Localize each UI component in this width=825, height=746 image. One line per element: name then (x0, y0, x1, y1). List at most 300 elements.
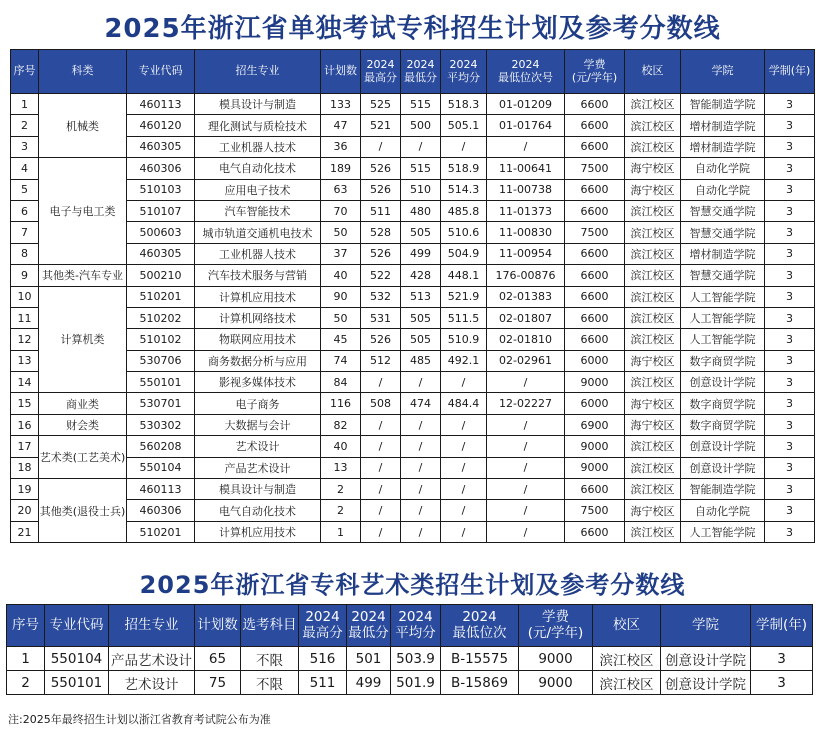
table-row (7, 647, 813, 671)
cell-code: 460120 (127, 115, 195, 136)
cell-plan: 50 (321, 307, 361, 328)
cell-plan: 84 (321, 372, 361, 393)
cell-code: 550104 (127, 457, 195, 478)
cell-seq: 18 (11, 457, 39, 478)
cell-min: 500 (401, 115, 441, 136)
cell-rank: 02-02961 (487, 350, 565, 371)
cell-college: 智能制造学院 (681, 479, 765, 500)
cell-max: 516 (299, 647, 347, 671)
cell-rank: B-15869 (441, 671, 519, 695)
cell-years: 3 (765, 436, 815, 457)
cell-college: 智能制造学院 (681, 94, 765, 115)
cell-min: 501 (347, 647, 391, 671)
column-header: 序号 (7, 605, 45, 647)
column-header: 招生专业 (109, 605, 195, 647)
cell-major: 计算机网络技术 (195, 307, 321, 328)
cell-seq: 17 (11, 436, 39, 457)
cell-rank: / (487, 136, 565, 157)
cell-seq: 13 (11, 350, 39, 371)
cell-min: 505 (401, 222, 441, 243)
cell-fee: 6600 (565, 329, 625, 350)
cell-rank: / (487, 521, 565, 542)
column-header: 学制(年) (765, 50, 815, 94)
cell-code: 510201 (127, 286, 195, 307)
table-row (11, 115, 815, 136)
cell-major: 艺术设计 (109, 671, 195, 695)
cell-years: 3 (751, 647, 813, 671)
cell-major: 电气自动化技术 (195, 500, 321, 521)
cell-fee: 6000 (565, 350, 625, 371)
cell-rank: 11-01373 (487, 200, 565, 221)
table-row (11, 158, 815, 179)
page-title-single-exam: 2025年浙江省单独考试专科招生计划及参考分数线 (104, 14, 721, 44)
cell-fee: 6600 (565, 200, 625, 221)
table-row (11, 393, 815, 414)
cell-category: 计算机类 (39, 286, 127, 393)
column-header: 2024 最低位次号 (487, 50, 565, 94)
cell-subject: 不限 (241, 671, 299, 695)
cell-code: 460305 (127, 136, 195, 157)
cell-major: 工业机器人技术 (195, 136, 321, 157)
cell-major: 大数据与会计 (195, 414, 321, 435)
table-row (11, 286, 815, 307)
cell-rank: / (487, 479, 565, 500)
cell-campus: 滨江校区 (625, 265, 681, 286)
cell-min: 513 (401, 286, 441, 307)
cell-seq: 1 (7, 647, 45, 671)
cell-years: 3 (765, 179, 815, 200)
column-header: 2024 最高分 (361, 50, 401, 94)
table-row (11, 329, 815, 350)
cell-avg: 501.9 (391, 671, 441, 695)
column-header: 2024 平均分 (391, 605, 441, 647)
cell-min: 428 (401, 265, 441, 286)
cell-seq: 10 (11, 286, 39, 307)
table-row (11, 457, 815, 478)
single-exam-plan-table (10, 49, 815, 543)
cell-min: / (401, 136, 441, 157)
cell-major: 电气自动化技术 (195, 158, 321, 179)
table-row (11, 414, 815, 435)
cell-avg: / (441, 521, 487, 542)
cell-avg: / (441, 372, 487, 393)
art-plan-table (6, 604, 813, 695)
cell-college: 自动化学院 (681, 158, 765, 179)
column-header: 2024 最低位次 (441, 605, 519, 647)
cell-fee: 6600 (565, 265, 625, 286)
column-header: 招生专业 (195, 50, 321, 94)
cell-avg: 485.8 (441, 200, 487, 221)
cell-campus: 滨江校区 (625, 200, 681, 221)
table-row (11, 521, 815, 542)
cell-major: 商务数据分析与应用 (195, 350, 321, 371)
table-row (11, 307, 815, 328)
cell-rank: 11-00641 (487, 158, 565, 179)
cell-avg: 518.3 (441, 94, 487, 115)
cell-college: 数字商贸学院 (681, 350, 765, 371)
cell-years: 3 (765, 350, 815, 371)
cell-avg: / (441, 436, 487, 457)
cell-min: 505 (401, 329, 441, 350)
cell-fee: 9000 (519, 671, 593, 695)
cell-years: 3 (765, 372, 815, 393)
column-header: 2024 最低分 (347, 605, 391, 647)
cell-avg: / (441, 457, 487, 478)
cell-min: / (401, 372, 441, 393)
cell-years: 3 (765, 243, 815, 264)
cell-max: 526 (361, 243, 401, 264)
cell-campus: 滨江校区 (625, 479, 681, 500)
cell-major: 计算机应用技术 (195, 521, 321, 542)
cell-min: / (401, 414, 441, 435)
cell-rank: / (487, 500, 565, 521)
cell-avg: 521.9 (441, 286, 487, 307)
table-row (11, 436, 815, 457)
cell-major: 电子商务 (195, 393, 321, 414)
column-header: 选考科目 (241, 605, 299, 647)
cell-seq: 19 (11, 479, 39, 500)
cell-plan: 1 (321, 521, 361, 542)
cell-campus: 海宁校区 (625, 350, 681, 371)
cell-college: 数字商贸学院 (681, 393, 765, 414)
column-header: 专业代码 (127, 50, 195, 94)
cell-code: 510103 (127, 179, 195, 200)
cell-years: 3 (751, 671, 813, 695)
cell-plan: 40 (321, 265, 361, 286)
cell-campus: 海宁校区 (625, 393, 681, 414)
cell-rank: 12-02227 (487, 393, 565, 414)
column-header: 学院 (681, 50, 765, 94)
cell-max: / (361, 372, 401, 393)
cell-plan: 40 (321, 436, 361, 457)
cell-seq: 8 (11, 243, 39, 264)
cell-avg: 505.1 (441, 115, 487, 136)
cell-min: 510 (401, 179, 441, 200)
table-row (11, 94, 815, 115)
cell-campus: 海宁校区 (625, 414, 681, 435)
cell-major: 模具设计与制造 (195, 94, 321, 115)
column-header: 2024 平均分 (441, 50, 487, 94)
column-header: 科类 (39, 50, 127, 94)
cell-max: 526 (361, 329, 401, 350)
cell-rank: 11-00738 (487, 179, 565, 200)
table-header-row (7, 605, 813, 647)
cell-min: 474 (401, 393, 441, 414)
cell-rank: / (487, 436, 565, 457)
cell-major: 城市轨道交通机电技术 (195, 222, 321, 243)
cell-code: 500210 (127, 265, 195, 286)
cell-fee: 9000 (565, 436, 625, 457)
cell-min: 499 (347, 671, 391, 695)
cell-plan: 2 (321, 479, 361, 500)
cell-max: 512 (361, 350, 401, 371)
cell-max: / (361, 457, 401, 478)
cell-plan: 13 (321, 457, 361, 478)
cell-seq: 1 (11, 94, 39, 115)
cell-plan: 36 (321, 136, 361, 157)
cell-avg: 492.1 (441, 350, 487, 371)
cell-avg: / (441, 479, 487, 500)
cell-fee: 6600 (565, 94, 625, 115)
cell-fee: 6900 (565, 414, 625, 435)
cell-years: 3 (765, 414, 815, 435)
cell-rank: 02-01383 (487, 286, 565, 307)
table-row (11, 179, 815, 200)
cell-major: 应用电子技术 (195, 179, 321, 200)
cell-college: 创意设计学院 (661, 647, 751, 671)
cell-campus: 滨江校区 (593, 671, 661, 695)
cell-seq: 6 (11, 200, 39, 221)
cell-code: 510201 (127, 521, 195, 542)
footnote: 注:2025年最终招生计划以浙江省教育考试院公布为准 (8, 713, 271, 726)
column-header: 2024 最高分 (299, 605, 347, 647)
table-row (11, 136, 815, 157)
column-header: 专业代码 (45, 605, 109, 647)
cell-rank: 01-01764 (487, 115, 565, 136)
cell-max: 532 (361, 286, 401, 307)
column-header: 校区 (593, 605, 661, 647)
cell-category: 其他类-汽车专业 (39, 265, 127, 286)
cell-rank: 01-01209 (487, 94, 565, 115)
cell-seq: 4 (11, 158, 39, 179)
cell-plan: 47 (321, 115, 361, 136)
cell-major: 理化测试与质检技术 (195, 115, 321, 136)
cell-seq: 2 (7, 671, 45, 695)
cell-campus: 滨江校区 (625, 115, 681, 136)
cell-campus: 滨江校区 (625, 372, 681, 393)
cell-code: 550101 (127, 372, 195, 393)
cell-college: 人工智能学院 (681, 521, 765, 542)
cell-code: 500603 (127, 222, 195, 243)
cell-years: 3 (765, 265, 815, 286)
cell-fee: 6600 (565, 307, 625, 328)
cell-rank: B-15575 (441, 647, 519, 671)
cell-plan: 37 (321, 243, 361, 264)
cell-major: 工业机器人技术 (195, 243, 321, 264)
cell-min: 485 (401, 350, 441, 371)
cell-fee: 6000 (565, 393, 625, 414)
cell-campus: 海宁校区 (625, 158, 681, 179)
cell-seq: 15 (11, 393, 39, 414)
cell-plan: 133 (321, 94, 361, 115)
cell-max: / (361, 500, 401, 521)
cell-plan: 75 (195, 671, 241, 695)
cell-years: 3 (765, 479, 815, 500)
cell-major: 计算机应用技术 (195, 286, 321, 307)
cell-years: 3 (765, 158, 815, 179)
cell-seq: 9 (11, 265, 39, 286)
table-row (11, 243, 815, 264)
cell-code: 530701 (127, 393, 195, 414)
cell-years: 3 (765, 286, 815, 307)
cell-avg: 503.9 (391, 647, 441, 671)
cell-seq: 14 (11, 372, 39, 393)
cell-code: 510102 (127, 329, 195, 350)
cell-code: 460113 (127, 479, 195, 500)
cell-campus: 滨江校区 (625, 136, 681, 157)
cell-avg: / (441, 500, 487, 521)
cell-category: 艺术类(工艺美术) (39, 436, 127, 479)
table-row (11, 372, 815, 393)
cell-fee: 7500 (565, 500, 625, 521)
cell-seq: 7 (11, 222, 39, 243)
cell-college: 增材制造学院 (681, 243, 765, 264)
cell-fee: 9000 (519, 647, 593, 671)
cell-category: 机械类 (39, 94, 127, 158)
cell-rank: 02-01810 (487, 329, 565, 350)
cell-fee: 6600 (565, 479, 625, 500)
cell-seq: 5 (11, 179, 39, 200)
column-header: 学院 (661, 605, 751, 647)
cell-college: 增材制造学院 (681, 115, 765, 136)
cell-code: 530706 (127, 350, 195, 371)
cell-max: 522 (361, 265, 401, 286)
cell-college: 智慧交通学院 (681, 265, 765, 286)
cell-plan: 90 (321, 286, 361, 307)
cell-fee: 7500 (565, 222, 625, 243)
cell-avg: 504.9 (441, 243, 487, 264)
cell-campus: 滨江校区 (625, 521, 681, 542)
cell-years: 3 (765, 136, 815, 157)
cell-rank: 11-00954 (487, 243, 565, 264)
cell-fee: 6600 (565, 136, 625, 157)
cell-code: 560208 (127, 436, 195, 457)
cell-code: 460305 (127, 243, 195, 264)
cell-plan: 50 (321, 222, 361, 243)
cell-max: / (361, 479, 401, 500)
cell-plan: 189 (321, 158, 361, 179)
cell-college: 智慧交通学院 (681, 222, 765, 243)
column-header: 计划数 (321, 50, 361, 94)
cell-plan: 2 (321, 500, 361, 521)
cell-rank: 11-00830 (487, 222, 565, 243)
cell-category: 商业类 (39, 393, 127, 414)
cell-min: / (401, 457, 441, 478)
cell-major: 物联网应用技术 (195, 329, 321, 350)
cell-max: 525 (361, 94, 401, 115)
cell-code: 460306 (127, 158, 195, 179)
cell-years: 3 (765, 222, 815, 243)
cell-max: 511 (299, 671, 347, 695)
cell-max: / (361, 136, 401, 157)
cell-years: 3 (765, 457, 815, 478)
cell-min: 515 (401, 158, 441, 179)
cell-college: 智慧交通学院 (681, 200, 765, 221)
cell-avg: 484.4 (441, 393, 487, 414)
cell-seq: 2 (11, 115, 39, 136)
cell-college: 自动化学院 (681, 179, 765, 200)
cell-avg: 514.3 (441, 179, 487, 200)
cell-college: 创意设计学院 (681, 457, 765, 478)
cell-plan: 70 (321, 200, 361, 221)
cell-seq: 11 (11, 307, 39, 328)
cell-years: 3 (765, 329, 815, 350)
cell-plan: 63 (321, 179, 361, 200)
cell-college: 人工智能学院 (681, 286, 765, 307)
column-header: 计划数 (195, 605, 241, 647)
cell-max: 526 (361, 179, 401, 200)
cell-college: 创意设计学院 (661, 671, 751, 695)
cell-seq: 12 (11, 329, 39, 350)
cell-campus: 滨江校区 (625, 286, 681, 307)
page-title-art: 2025年浙江省专科艺术类招生计划及参考分数线 (139, 571, 686, 599)
cell-min: / (401, 436, 441, 457)
cell-seq: 20 (11, 500, 39, 521)
cell-years: 3 (765, 94, 815, 115)
cell-min: / (401, 500, 441, 521)
cell-years: 3 (765, 307, 815, 328)
table-row (11, 500, 815, 521)
cell-category: 电子与电工类 (39, 158, 127, 265)
cell-rank: / (487, 372, 565, 393)
cell-college: 自动化学院 (681, 500, 765, 521)
cell-major: 影视多媒体技术 (195, 372, 321, 393)
cell-code: 550101 (45, 671, 109, 695)
cell-plan: 65 (195, 647, 241, 671)
cell-max: 521 (361, 115, 401, 136)
cell-rank: 02-01807 (487, 307, 565, 328)
cell-fee: 9000 (565, 457, 625, 478)
cell-years: 3 (765, 200, 815, 221)
cell-campus: 滨江校区 (625, 94, 681, 115)
cell-plan: 74 (321, 350, 361, 371)
cell-category: 财会类 (39, 414, 127, 435)
cell-plan: 45 (321, 329, 361, 350)
cell-avg: 448.1 (441, 265, 487, 286)
cell-avg: 518.9 (441, 158, 487, 179)
cell-years: 3 (765, 115, 815, 136)
column-header: 序号 (11, 50, 39, 94)
cell-code: 510107 (127, 200, 195, 221)
cell-avg: 511.5 (441, 307, 487, 328)
cell-code: 550104 (45, 647, 109, 671)
cell-fee: 9000 (565, 372, 625, 393)
column-header: 学费 (元/学年) (519, 605, 593, 647)
cell-max: / (361, 521, 401, 542)
cell-campus: 滨江校区 (625, 436, 681, 457)
cell-subject: 不限 (241, 647, 299, 671)
cell-max: 531 (361, 307, 401, 328)
table-row (11, 265, 815, 286)
cell-min: / (401, 479, 441, 500)
cell-major: 汽车智能技术 (195, 200, 321, 221)
cell-campus: 海宁校区 (625, 500, 681, 521)
cell-avg: 510.6 (441, 222, 487, 243)
cell-college: 数字商贸学院 (681, 414, 765, 435)
cell-fee: 6600 (565, 286, 625, 307)
cell-min: 499 (401, 243, 441, 264)
cell-code: 460113 (127, 94, 195, 115)
table-row (11, 479, 815, 500)
cell-major: 模具设计与制造 (195, 479, 321, 500)
cell-major: 产品艺术设计 (195, 457, 321, 478)
cell-campus: 滨江校区 (625, 307, 681, 328)
cell-min: 480 (401, 200, 441, 221)
cell-campus: 滨江校区 (625, 457, 681, 478)
cell-campus: 滨江校区 (625, 329, 681, 350)
cell-college: 增材制造学院 (681, 136, 765, 157)
cell-major: 汽车技术服务与营销 (195, 265, 321, 286)
column-header: 校区 (625, 50, 681, 94)
cell-campus: 滨江校区 (593, 647, 661, 671)
cell-rank: / (487, 414, 565, 435)
table-row (7, 671, 813, 695)
cell-rank: / (487, 457, 565, 478)
table-row (11, 222, 815, 243)
column-header: 2024 最低分 (401, 50, 441, 94)
cell-fee: 6600 (565, 179, 625, 200)
column-header: 学费 (元/学年) (565, 50, 625, 94)
